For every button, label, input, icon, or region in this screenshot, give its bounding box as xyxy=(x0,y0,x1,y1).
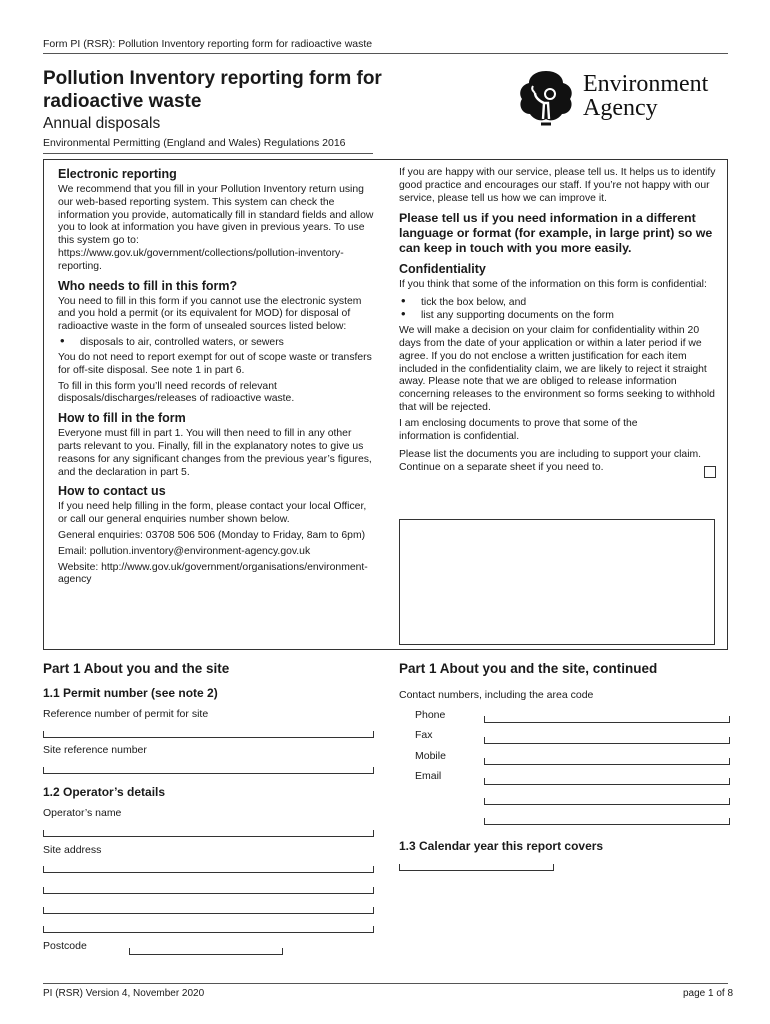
logo-wordmark: Environment Agency xyxy=(583,71,709,121)
section-1-2-heading: 1.2 Operator’s details xyxy=(43,785,166,799)
list-item: • disposals to air, controlled waters, or sewers xyxy=(58,336,376,349)
contact-phone: General enquiries: 03708 506 506 (Monday to Friday, 8am to 6pm) xyxy=(58,529,366,541)
fax-field[interactable] xyxy=(484,737,730,744)
operator-name-label: Operator’s name xyxy=(43,807,122,819)
how-body: Everyone must fill in part 1. You will then need to fill in any other parts relevant to you. Finally, fill in the explanatory notes to give us reasons for any significant changes from the previous year’s figures, and the declaration in part 5. xyxy=(58,428,372,478)
footer-divider xyxy=(43,983,728,984)
site-reference-field[interactable] xyxy=(43,767,374,774)
contact-numbers-label: Contact numbers, including the area code xyxy=(399,689,594,701)
site-address-line-4[interactable] xyxy=(43,926,374,933)
calendar-year-field[interactable] xyxy=(399,864,554,871)
page-subtitle: Annual disposals xyxy=(43,115,161,132)
contact-heading: How to contact us xyxy=(58,484,166,499)
contact-email: Email: pollution.inventory@environment-agency.gov.uk xyxy=(58,545,311,557)
info-right-column xyxy=(399,167,717,475)
phone-label: Phone xyxy=(415,709,446,721)
who-body: You need to fill in this form if you cannot use the electronic system and you hold a permit (or its equivalent for MOD) for disposal of radioactive waste in the form of unsealed sources listed below: xyxy=(58,295,362,333)
who-bullets xyxy=(58,336,376,349)
list-item: • tick the box below, and xyxy=(399,296,717,309)
who-note1: You do not need to report exempt for out of scope waste or transfers for off-site disposal. See note 1 in part 6. xyxy=(58,351,372,376)
header-divider xyxy=(43,53,728,54)
happy-body: If you are happy with our service, please tell us. It helps us to identify good practice and encourages our staff. If you’re not happy with our service, please tell us how we can improve it. xyxy=(399,167,716,204)
site-reference-label: Site reference number xyxy=(43,744,147,756)
site-address-label: Site address xyxy=(43,844,102,856)
tree-logo-icon xyxy=(515,67,577,129)
section-1-1-heading: 1.1 Permit number (see note 2) xyxy=(43,686,218,700)
mobile-field[interactable] xyxy=(484,758,730,765)
electronic-body: We recommend that you fill in your Pollution Inventory return using our web-based reporting system. This system can check the information you provide, automatically fill in standard fields and allow you to look at information you have given in previous years. To use this system go to: https://www.gov.uk/government/collections/pollution-inventory-reporting. xyxy=(58,184,374,272)
section-1-3-heading: 1.3 Calendar year this report covers xyxy=(399,839,604,853)
part1-continued-heading: Part 1 About you and the site, continued xyxy=(399,661,658,676)
mobile-label: Mobile xyxy=(415,750,446,762)
footer-page-number: page 1 of 8 xyxy=(683,988,734,999)
phone-field[interactable] xyxy=(484,716,730,723)
info-left-column xyxy=(58,167,376,587)
confidentiality-enclosing: I am enclosing documents to prove that some of the information is confidential. xyxy=(399,417,638,442)
email-field-line-2[interactable] xyxy=(484,798,730,805)
permit-reference-field[interactable] xyxy=(43,731,374,738)
confidentiality-body: If you think that some of the information on this form is confidential: xyxy=(399,279,707,291)
page-title: Pollution Inventory reporting form for radioactive waste xyxy=(43,68,382,112)
contact-body: If you need help filling in the form, please contact your local Officer, or call our general enquiries number shown below. xyxy=(58,501,367,526)
operator-name-field[interactable] xyxy=(43,830,374,837)
contact-website: Website: http://www.gov.uk/government/organisations/environment-agency xyxy=(58,561,368,586)
fax-label: Fax xyxy=(415,729,433,741)
email-field-line-3[interactable] xyxy=(484,818,730,825)
who-heading: Who needs to fill in this form? xyxy=(58,278,238,293)
site-address-line-1[interactable] xyxy=(43,866,374,873)
who-note2: To fill in this form you’ll need records of relevant disposals/discharges/releases of radioactive waste. xyxy=(58,380,295,405)
postcode-label: Postcode xyxy=(43,940,87,952)
email-label: Email xyxy=(415,770,442,782)
confidentiality-bullets xyxy=(399,296,717,322)
confidentiality-decision: We will make a decision on your claim for confidentiality within 20 days from the date of your application or within a later period if we agree. If you do not enclose a written justification for each item included in the confidentiality claim, we are likely to reject it straight away. Please note that we are obliged to release information concerning releases to the environment so forms seeking to withhold that will be rejected. xyxy=(399,325,715,413)
site-address-line-2[interactable] xyxy=(43,887,374,894)
running-title: Form PI (RSR): Pollution Inventory reporting form for radioactive waste xyxy=(43,38,373,50)
site-address-line-3[interactable] xyxy=(43,907,374,914)
postcode-field[interactable] xyxy=(129,948,283,955)
confidentiality-list-instruction: Please list the documents you are including to support your claim. Continue on a separate sheet if you need to. xyxy=(399,449,702,474)
part1-heading: Part 1 About you and the site xyxy=(43,661,230,676)
permit-reference-label: Reference number of permit for site xyxy=(43,708,209,720)
supporting-documents-textarea[interactable] xyxy=(399,519,715,645)
confidentiality-heading: Confidentiality xyxy=(399,262,486,277)
electronic-heading: Electronic reporting xyxy=(58,167,177,181)
language-note: Please tell us if you need information in a different language or format (for example, in large print) so we can keep in touch with you more easily. xyxy=(399,211,713,256)
confidentiality-checkbox[interactable] xyxy=(704,466,716,478)
regulations: Environmental Permitting (England and Wales) Regulations 2016 xyxy=(43,137,346,149)
how-heading: How to fill in the form xyxy=(58,411,186,426)
list-item: • list any supporting documents on the form xyxy=(399,309,717,322)
footer-version: PI (RSR) Version 4, November 2020 xyxy=(43,988,205,999)
title-divider xyxy=(43,153,373,154)
email-field-line-1[interactable] xyxy=(484,778,730,785)
